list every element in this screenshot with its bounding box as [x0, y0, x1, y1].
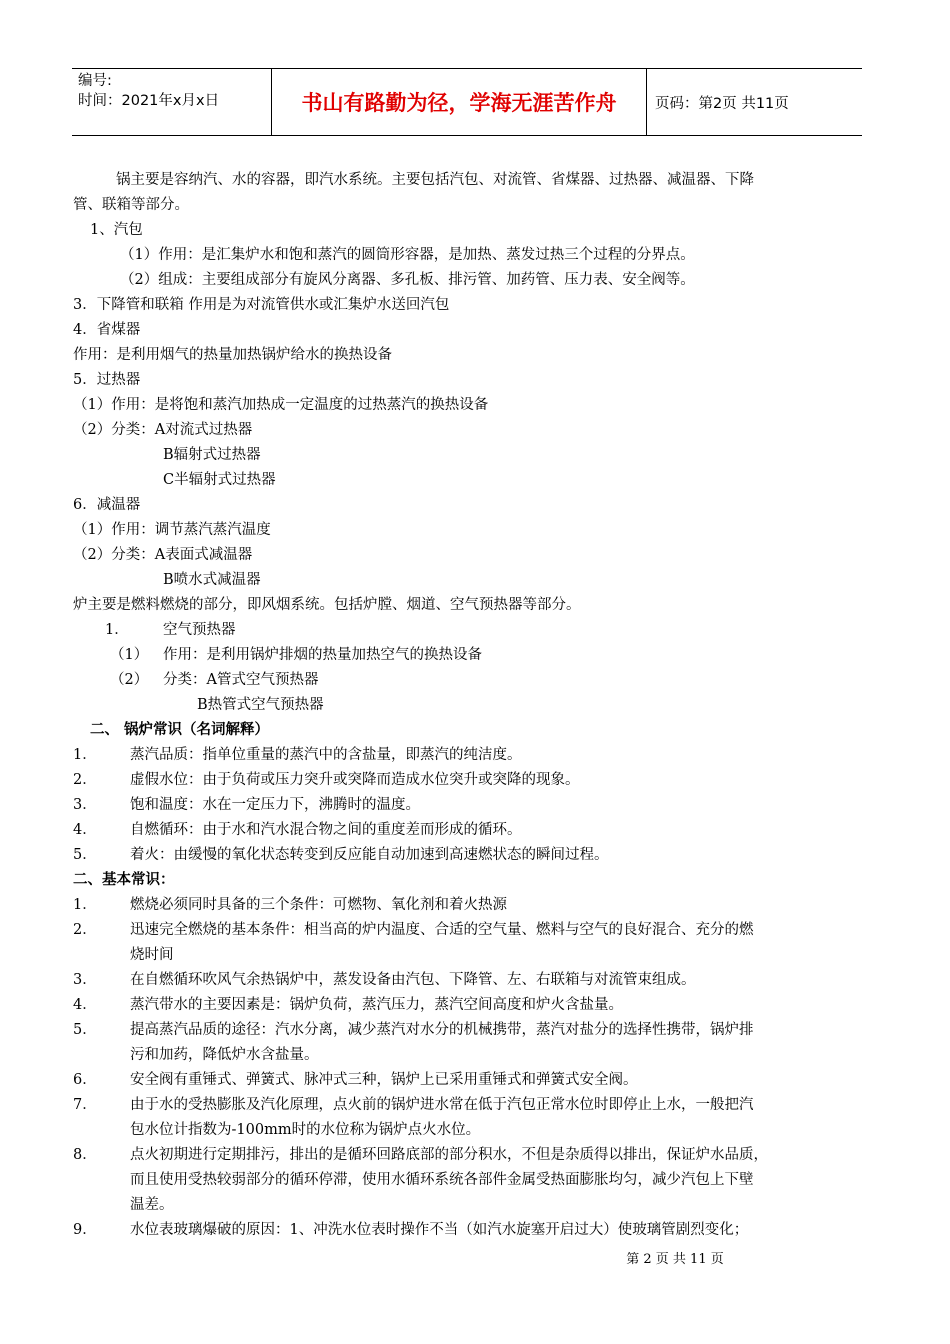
basic-item-text: 由于水的受热膨胀及汽化原理，点火前的锅炉进水常在低于汽包正常水位时即停止上水，一般把汽: [130, 1097, 754, 1113]
drum-function: （1）作用：是汇集炉水和饱和蒸汽的圆筒形容器，是加热、蒸发过热三个过程的分界点。: [120, 247, 695, 263]
motto: 书山有路勤为径，学海无涯苦作舟: [272, 69, 647, 135]
air-preheater-number: 1．: [105, 622, 129, 638]
basic-item-text: 温差。: [130, 1197, 174, 1213]
number-label: 编号:: [78, 73, 112, 89]
term-text: 自燃循环：由于水和汽水混合物之间的重度差而形成的循环。: [130, 822, 522, 838]
basic-item-text: 而且使用受热较弱部分的循环停滞，使用水循环系统各部件金属受热面膨胀均匀，减少汽包上下壁: [130, 1172, 754, 1188]
basic-item-text: 点火初期进行定期排污，排出的是循环回路底部的部分积水，不但是杂质得以排出，保证炉水品质，: [130, 1147, 768, 1163]
basic-item-number: 7．: [73, 1097, 97, 1113]
drum-composition: （2）组成：主要组成部分有旋风分离器、多孔板、排污管、加药管、压力表、安全阀等。: [120, 272, 695, 288]
section-4: 4．省煤器: [73, 322, 141, 338]
header-meta: [72, 69, 272, 135]
air-preheater-title: 空气预热器: [163, 622, 236, 638]
page-header: [72, 68, 862, 136]
term-text: 着火：由缓慢的氧化状态转变到反应能自动加速到高速燃状态的瞬间过程。: [130, 847, 609, 863]
drum-title: 1、汽包: [90, 222, 143, 238]
air-preheater-2-number: （2）: [110, 672, 149, 688]
basic-item-text: 烧时间: [130, 947, 174, 963]
air-preheater-function: 作用：是利用锅炉排烟的热量加热空气的换热设备: [163, 647, 482, 663]
basic-item-number: 5．: [73, 1022, 97, 1038]
section-6-type-b: B喷水式减温器: [163, 572, 261, 588]
basics-section-title: 二、基本常识：: [73, 871, 175, 888]
section-3: 3．下降管和联箱 作用是为对流管供水或汇集炉水送回汽包: [73, 297, 450, 313]
term-number: 1．: [73, 747, 97, 763]
section-6-function: （1）作用：调节蒸汽蒸汽温度: [73, 522, 271, 538]
term-number: 3．: [73, 797, 97, 813]
terms-section-title: 二、 锅炉常识（名词解释）: [90, 721, 270, 738]
section-5-type-b: B辐射式过热器: [163, 447, 261, 463]
basic-item-text: 蒸汽带水的主要因素是：锅炉负荷，蒸汽压力，蒸汽空间高度和炉火含盐量。: [130, 997, 623, 1013]
section-5-function: （1）作用：是将饱和蒸汽加热成一定温度的过热蒸汽的换热设备: [73, 397, 489, 413]
term-text: 虚假水位：由于负荷或压力突升或突降而造成水位突升或突降的现象。: [130, 772, 580, 788]
section-5-type-c: C半辐射式过热器: [163, 472, 276, 488]
basic-item-number: 2．: [73, 922, 97, 938]
basic-item-text: 在自燃循环吹风气余热锅炉中，蒸发设备由汽包、下降管、左、右联箱与对流管束组成。: [130, 972, 696, 988]
section-6: 6．减温器: [73, 497, 141, 513]
basic-item-text: 提高蒸汽品质的途径：汽水分离，减少蒸汽对水分的机械携带，蒸汽对盐分的选择性携带，锅炉排: [130, 1022, 754, 1038]
basic-item-number: 8．: [73, 1147, 97, 1163]
section-5-types: （2）分类：A对流式过热器: [73, 422, 253, 438]
intro-paragraph-line-2: 管、联箱等部分。: [73, 197, 189, 213]
basic-item-number: 6．: [73, 1072, 97, 1088]
page-info: 页码：第2页 共11页: [655, 95, 789, 112]
term-number: 2．: [73, 772, 97, 788]
air-preheater-1-number: （1）: [110, 647, 149, 663]
basic-item-text: 迅速完全燃烧的基本条件：相当高的炉内温度、合适的空气量、燃料与空气的良好混合、充分的燃: [130, 922, 754, 938]
page-footer: 第 2 页 共 11 页: [626, 1252, 724, 1267]
time-label: 时间：2021年x月x日: [78, 93, 220, 109]
air-preheater-type-b: B热管式空气预热器: [197, 697, 324, 713]
basic-item-number: 1．: [73, 897, 97, 913]
term-number: 5．: [73, 847, 97, 863]
basic-item-number: 3．: [73, 972, 97, 988]
basic-item-number: 9．: [73, 1222, 97, 1238]
term-text: 饱和温度：水在一定压力下，沸腾时的温度。: [130, 797, 420, 813]
air-preheater-types: 分类：A管式空气预热器: [163, 672, 319, 688]
intro-paragraph-line-1: 锅主要是容纳汽、水的容器，即汽水系统。主要包括汽包、对流管、省煤器、过热器、减温器、下降: [116, 172, 754, 188]
section-4-desc: 作用：是利用烟气的热量加热锅炉给水的换热设备: [73, 347, 392, 363]
section-5: 5．过热器: [73, 372, 141, 388]
basic-item-text: 燃烧必须同时具备的三个条件：可燃物、氧化剂和着火热源: [130, 897, 507, 913]
basic-item-number: 4．: [73, 997, 97, 1013]
section-6-types: （2）分类：A表面式减温器: [73, 547, 253, 563]
basic-item-text: 污和加药，降低炉水含盐量。: [130, 1047, 319, 1063]
basic-item-text: 包水位计指数为-100mm时的水位称为锅炉点火水位。: [130, 1122, 481, 1138]
furnace-paragraph: 炉主要是燃料燃烧的部分，即风烟系统。包括炉膛、烟道、空气预热器等部分。: [73, 597, 581, 613]
basic-item-text: 水位表玻璃爆破的原因：1、冲洗水位表时操作不当（如汽水旋塞开启过大）使玻璃管剧烈变化；: [130, 1222, 749, 1238]
basic-item-text: 安全阀有重锤式、弹簧式、脉冲式三种，锅炉上已采用重锤式和弹簧式安全阀。: [130, 1072, 638, 1088]
term-text: 蒸汽品质：指单位重量的蒸汽中的含盐量，即蒸汽的纯洁度。: [130, 747, 522, 763]
term-number: 4．: [73, 822, 97, 838]
